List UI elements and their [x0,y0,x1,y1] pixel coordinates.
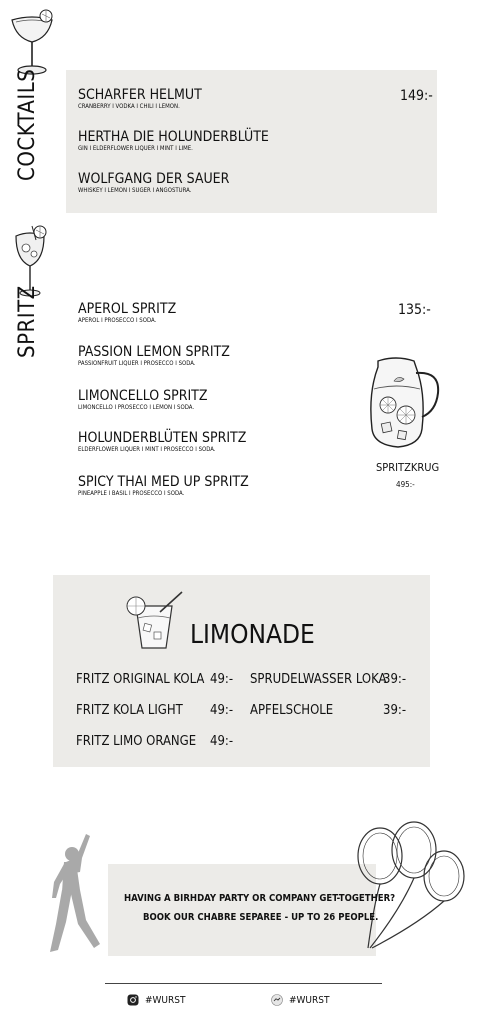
limonade-item-name: APFELSCHOLE [250,703,334,718]
balloons-icon [348,820,473,950]
item-name: APEROL SPRITZ [78,301,177,317]
limonade-item-price: 39:- [383,703,407,718]
instagram-handle: #WURST [145,994,186,1006]
spritz-item [78,345,230,367]
item-desc: PASSIONFRUIT LIQUER I PROSECCO I SODA. [78,360,196,367]
item-name: PASSION LEMON SPRITZ [78,344,230,360]
spritz-item [78,302,176,324]
cocktail-item [78,88,202,110]
cocktail-item [78,172,229,194]
instagram-link[interactable] [127,994,185,1006]
pitcher-icon [364,353,444,453]
item-desc: PINEAPPLE I BASIL I PROSECCO I SODA. [78,490,185,497]
item-desc: ELDERFLOWER LIQUER I MINT I PROSECCO I SODA. [78,446,216,453]
messenger-icon [271,994,283,1006]
party-line-1: HAVING A BIRHDAY PARTY OR COMPANY GET-TOGETHER? [124,893,396,904]
messenger-link[interactable] [271,994,329,1006]
spritzkrug-price: 495:- [396,480,415,489]
limonade-item-name: FRITZ LIMO ORANGE [76,734,197,749]
item-name: LIMONCELLO SPRITZ [78,388,208,404]
party-line-2: BOOK OUR CHABRE SEPAREE - UP TO 26 PEOPLE. [143,912,379,923]
messenger-handle: #WURST [289,994,330,1006]
cocktails-price: 149:- [400,88,433,104]
lemonade-glass-icon [122,590,186,652]
dancer-silhouette-icon [46,832,108,956]
cocktail-item [78,130,269,152]
item-name: HERTHA DIE HOLUNDERBLÜTE [78,129,269,145]
item-desc: CRANBERRY I VODKA I CHILI I LEMON. [78,103,180,110]
limonade-item-price: 49:- [210,734,234,749]
limonade-item-name: SPRUDELWASSER LOKA [250,672,387,687]
item-name: WOLFGANG DER SAUER [78,171,230,187]
limonade-item-price: 39:- [383,672,407,687]
limonade-item-name: FRITZ ORIGINAL KOLA [76,672,205,687]
limonade-item-price: 49:- [210,672,234,687]
cocktail-glass-icon [8,8,56,78]
spritz-item [78,389,208,411]
party-box [108,864,379,956]
spritz-price: 135:- [398,302,431,318]
instagram-icon [127,994,139,1006]
footer-divider [105,983,382,984]
spritz-item [78,431,246,453]
item-desc: WHISKEY I LEMON I SUGER I ANGOSTURA. [78,187,192,194]
item-name: SCHARFER HELMUT [78,87,202,103]
item-desc: GIN I ELDERFLOWER LIQUER I MINT I LIME. [78,145,193,152]
spritzkrug-label: SPRITZKRUG [376,461,440,474]
spritz-title: SPRITZ [15,285,40,358]
item-name: HOLUNDERBLÜTEN SPRITZ [78,430,247,446]
item-desc: LIMONCELLO I PROSECCO I LEMON I SODA. [78,404,195,411]
limonade-item-price: 49:- [210,703,234,718]
item-name: SPICY THAI MED UP SPRITZ [78,474,249,490]
limonade-title: LIMONADE [190,620,315,650]
spritz-item [78,475,249,497]
cocktails-title: COCKTAILS [15,68,40,181]
item-desc: APEROL I PROSECCO I SODA. [78,317,157,324]
limonade-item-name: FRITZ KOLA LIGHT [76,703,183,718]
